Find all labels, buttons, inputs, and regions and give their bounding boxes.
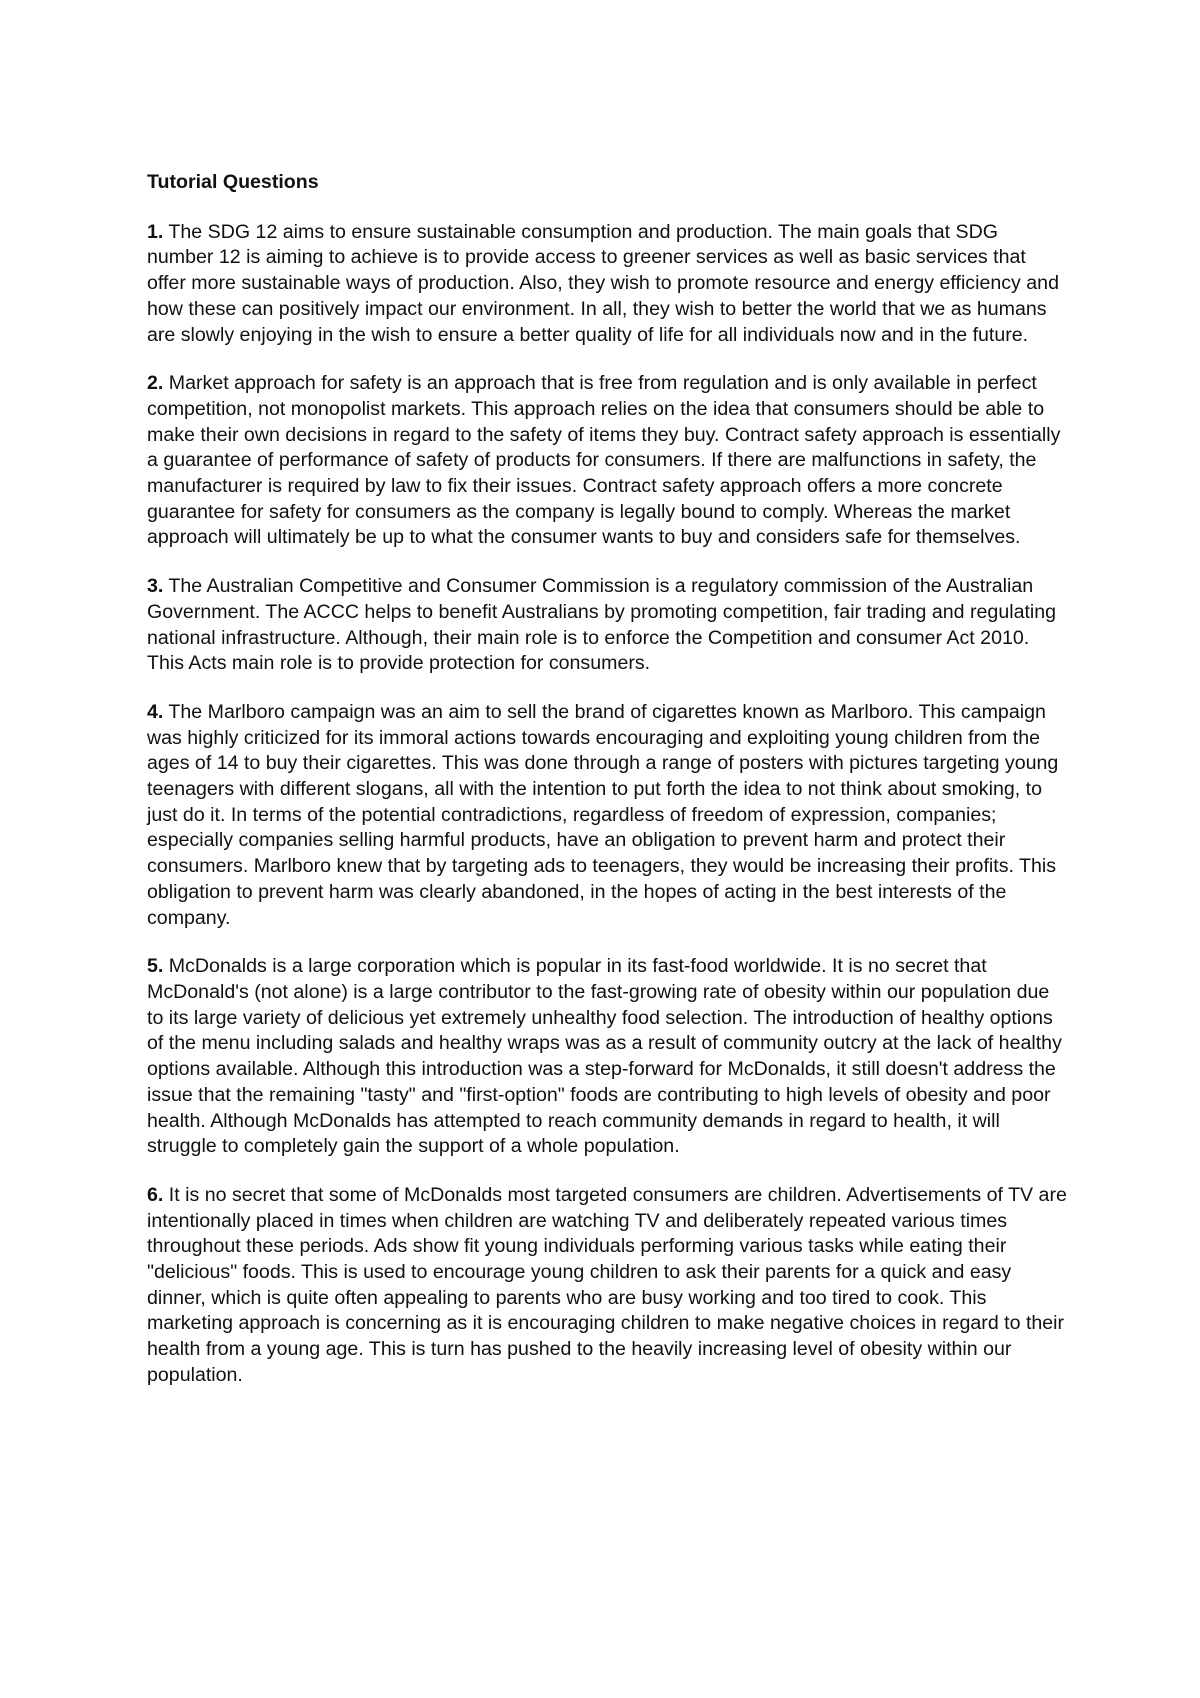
question-text: The Marlboro campaign was an aim to sell the brand of cigarettes known as Marlboro. This campaign was highly criticized for its immoral actions towards encouraging and exploiting young children from the ages of 14 to buy their cigarettes. This was done through a range of posters with pictures targeting young teenagers with different slogans, all with the intention to put forth the idea to not think about smoking, to just do it. In terms of the potential contradictions, regardless of freedom of expression, companies; especially companies selling harmful products, have an obligation to prevent harm and protect their consumers. Marlboro knew that by targeting ads to teenagers, they would be increasing their profits. This obligation to prevent harm was clearly abandoned, in the hopes of acting in the best interests of the company.	[147, 700, 1059, 929]
question-number: 6.	[147, 1183, 164, 1206]
question-4	[147, 700, 1067, 931]
question-text: The Australian Competitive and Consumer Commission is a regulatory commission of the Australian Government. The ACCC helps to benefit Australians by promoting competition, fair trading and regulating national infrastructure. Although, their main role is to enforce the Competition and consumer Act 2010. This Acts main role is to provide protection for consumers.	[147, 575, 1057, 675]
question-number: 1.	[147, 220, 164, 243]
question-number: 5.	[147, 955, 164, 978]
question-number: 2.	[147, 372, 164, 395]
question-2	[147, 371, 1067, 551]
question-text: The SDG 12 aims to ensure sustainable consumption and production. The main goals that SDG number 12 is aiming to achieve is to provide access to greener services as well as basic services that offer more sustainable ways of production. Also, they wish to promote resource and energy efficiency and how these can positively impact our environment. In all, they wish to better the world that we as humans are slowly enjoying in the wish to ensure a better quality of life for all individuals now and in the future.	[147, 220, 1059, 346]
question-text: It is no secret that some of McDonalds most targeted consumers are children. Advertisements of TV are intentionally placed in times when children are watching TV and deliberately repeated various times throughout these periods. Ads show fit young individuals performing various tasks while eating their "delicious" foods. This is used to encourage young children to ask their parents for a quick and easy dinner, which is quite often appealing to parents who are busy working and too tired to cook. This marketing approach is concerning as it is encouraging children to make negative choices in regard to their health from a young age. This is turn has pushed to the heavily increasing level of obesity within our population.	[147, 1183, 1067, 1386]
question-6	[147, 1183, 1067, 1389]
question-5	[147, 954, 1067, 1160]
document-body	[147, 170, 1067, 1412]
page-title: Tutorial Questions	[147, 171, 319, 193]
question-text: McDonalds is a large corporation which is popular in its fast-food worldwide. It is no secret that McDonald's (not alone) is a large contributor to the fast-growing rate of obesity within our population due to its large variety of delicious yet extremely unhealthy food selection. The introduction of healthy options of the menu including salads and healthy wraps was as a result of community outcry at the lack of healthy options available. Although this introduction was a step-forward for McDonalds, it still doesn't address the issue that the remaining "tasty" and "first-option" foods are contributing to high levels of obesity and poor health. Although McDonalds has attempted to reach community demands in regard to health, it will struggle to completely gain the support of a whole population.	[147, 955, 1062, 1158]
question-number: 4.	[147, 700, 164, 723]
question-1	[147, 220, 1067, 349]
question-number: 3.	[147, 575, 164, 598]
question-3	[147, 574, 1067, 677]
question-text: Market approach for safety is an approach that is free from regulation and is only available in perfect competition, not monopolist markets. This approach relies on the idea that consumers should be able to make their own decisions in regard to the safety of items they buy. Contract safety approach is essentially a guarantee of performance of safety of products for consumers. If there are malfunctions in safety, the manufacturer is required by law to fix their issues. Contract safety approach offers a more concrete guarantee for safety for consumers as the company is legally bound to comply. Whereas the market approach will ultimately be up to what the consumer wants to buy and considers safe for themselves.	[147, 372, 1061, 549]
